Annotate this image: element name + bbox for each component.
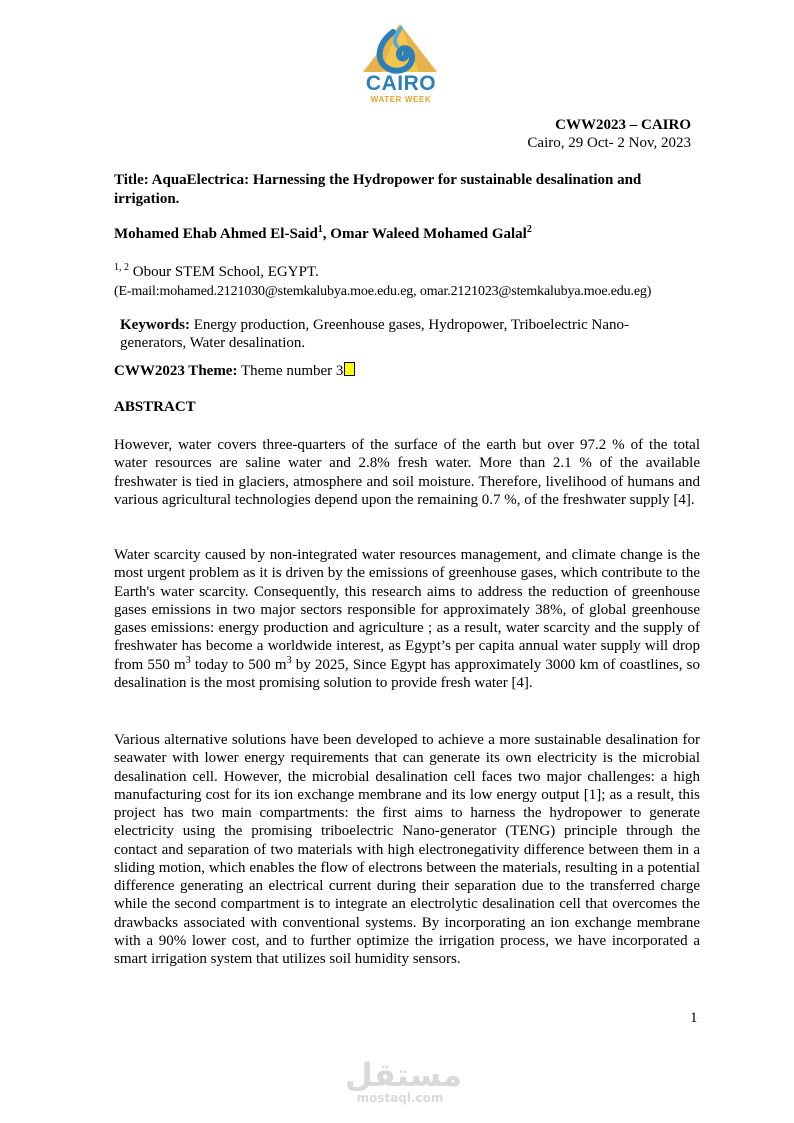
- logo-wordmark: CAIRO: [365, 72, 437, 95]
- mostaql-watermark: [345, 1056, 463, 1105]
- superscript: 3: [185, 654, 191, 666]
- conference-header: [527, 116, 691, 152]
- page-number: 1: [690, 1010, 698, 1026]
- abstract-paragraph: However, water covers three-quarters of the surface of the earth but over 97.2 % of the total water resources are saline water and 2.8% fresh water. More than 2.1 % of the available freshwater is tied in glaciers, atmosphere and soil moisture. Therefore, livelihood of humans and various agricultural technologies depend upon the remaining 0.7 %, of the freshwater supply [4].: [114, 437, 700, 508]
- paragraph-text: Water scarcity caused by non-integrated water resources management, and climate change is the most urgent problem as it is driven by the emissions of greenhouse gases, which contribute to the Earth's water scarcity. Consequently, this research aims to address the reduction of greenhouse gases emissions in two major sectors responsible for approximately 38%, of global greenhouse gases emissions: energy production and agriculture ; as a result, water scarcity and the supply of freshwater has become a worldwide interest, as Egypt’s per capita annual water supply will drop from 550 m: [114, 547, 700, 673]
- keywords-label: Keywords:: [120, 317, 190, 333]
- affiliation-sup: 1, 2: [114, 262, 129, 273]
- paragraph-text: today to 500 m: [190, 656, 287, 673]
- abstract-paragraph: Various alternative solutions have been developed to achieve a more sustainable desalination for seawater with lower energy requirements that can generate its own electricity is the microbial desalination cell. However, the microbial desalination cell faces two major challenges: a high manufacturing cost for its ion exchange membrane and its low energy output [1]; as a result, this project has two main compartments: the first aims to harness the hydropower to generate electricity using the promising triboelectric Nano-generator (TENG) principle through the contact and separation of two materials with high electronegativity difference between them in a sliding motion, which enables the flow of electrons between the materials, resulting in a potential difference generating an electrical current during their separation due to the transferred charge while the second compartment is to integrate an electrolytic desalination cell that overcomes the drawbacks associated with conventional systems. By incorporating an ion exchange membrane with a 90% lower cost, and to further optimize the irrigation process, we have incorporated a smart irrigation system that utilizes soil humidity sensors.: [114, 732, 700, 967]
- logo-subtitle: WATER WEEK: [370, 95, 432, 104]
- cairo-water-week-logo: [355, 22, 445, 104]
- theme-value: Theme number 3: [240, 363, 344, 379]
- affiliation: [114, 262, 700, 302]
- keywords: [120, 316, 666, 352]
- conference-name: CWW2023 – CAIRO: [555, 117, 691, 133]
- conference-theme: [114, 362, 700, 380]
- paragraph-text: by 2025, Since Egypt has approximately 3000 km of coastlines, so desalination is the most promising solution to provide fresh water [4].: [114, 656, 700, 691]
- author-separator: ,: [322, 226, 331, 242]
- affiliation-text: Obour STEM School, EGYPT.: [132, 264, 319, 280]
- author-affil-sup: 2: [526, 224, 532, 235]
- abstract-heading: ABSTRACT: [114, 399, 196, 415]
- author-name: Omar Waleed Mohamed Galal: [330, 226, 527, 242]
- pyramid-drop-icon: [355, 22, 445, 74]
- abstract-paragraph: [114, 546, 700, 692]
- checkbox-icon: [344, 362, 355, 376]
- conference-dates: Cairo, 29 Oct- 2 Nov, 2023: [527, 135, 691, 151]
- author-emails: (E-mail:mohamed.2121030@stemkalubya.moe.edu.eg, omar.2121023@stemkalubya.moe.edu.eg): [114, 284, 652, 299]
- watermark-arabic: مستقل: [345, 1056, 463, 1094]
- keywords-text: Energy production, Greenhouse gases, Hydropower, Triboelectric Nano-generators, Water desalination.: [120, 317, 630, 351]
- superscript: 3: [286, 654, 292, 666]
- author-list: [114, 226, 700, 243]
- author-affil-sup: 1: [317, 224, 323, 235]
- author-name: Mohamed Ehab Ahmed El-Said: [114, 226, 318, 242]
- watermark-latin: mostaql.com: [356, 1091, 444, 1105]
- paper-title: Title: AquaElectrica: Harnessing the Hydropower for sustainable desalination and irrigation.: [114, 172, 642, 207]
- theme-label: CWW2023 Theme:: [114, 363, 238, 379]
